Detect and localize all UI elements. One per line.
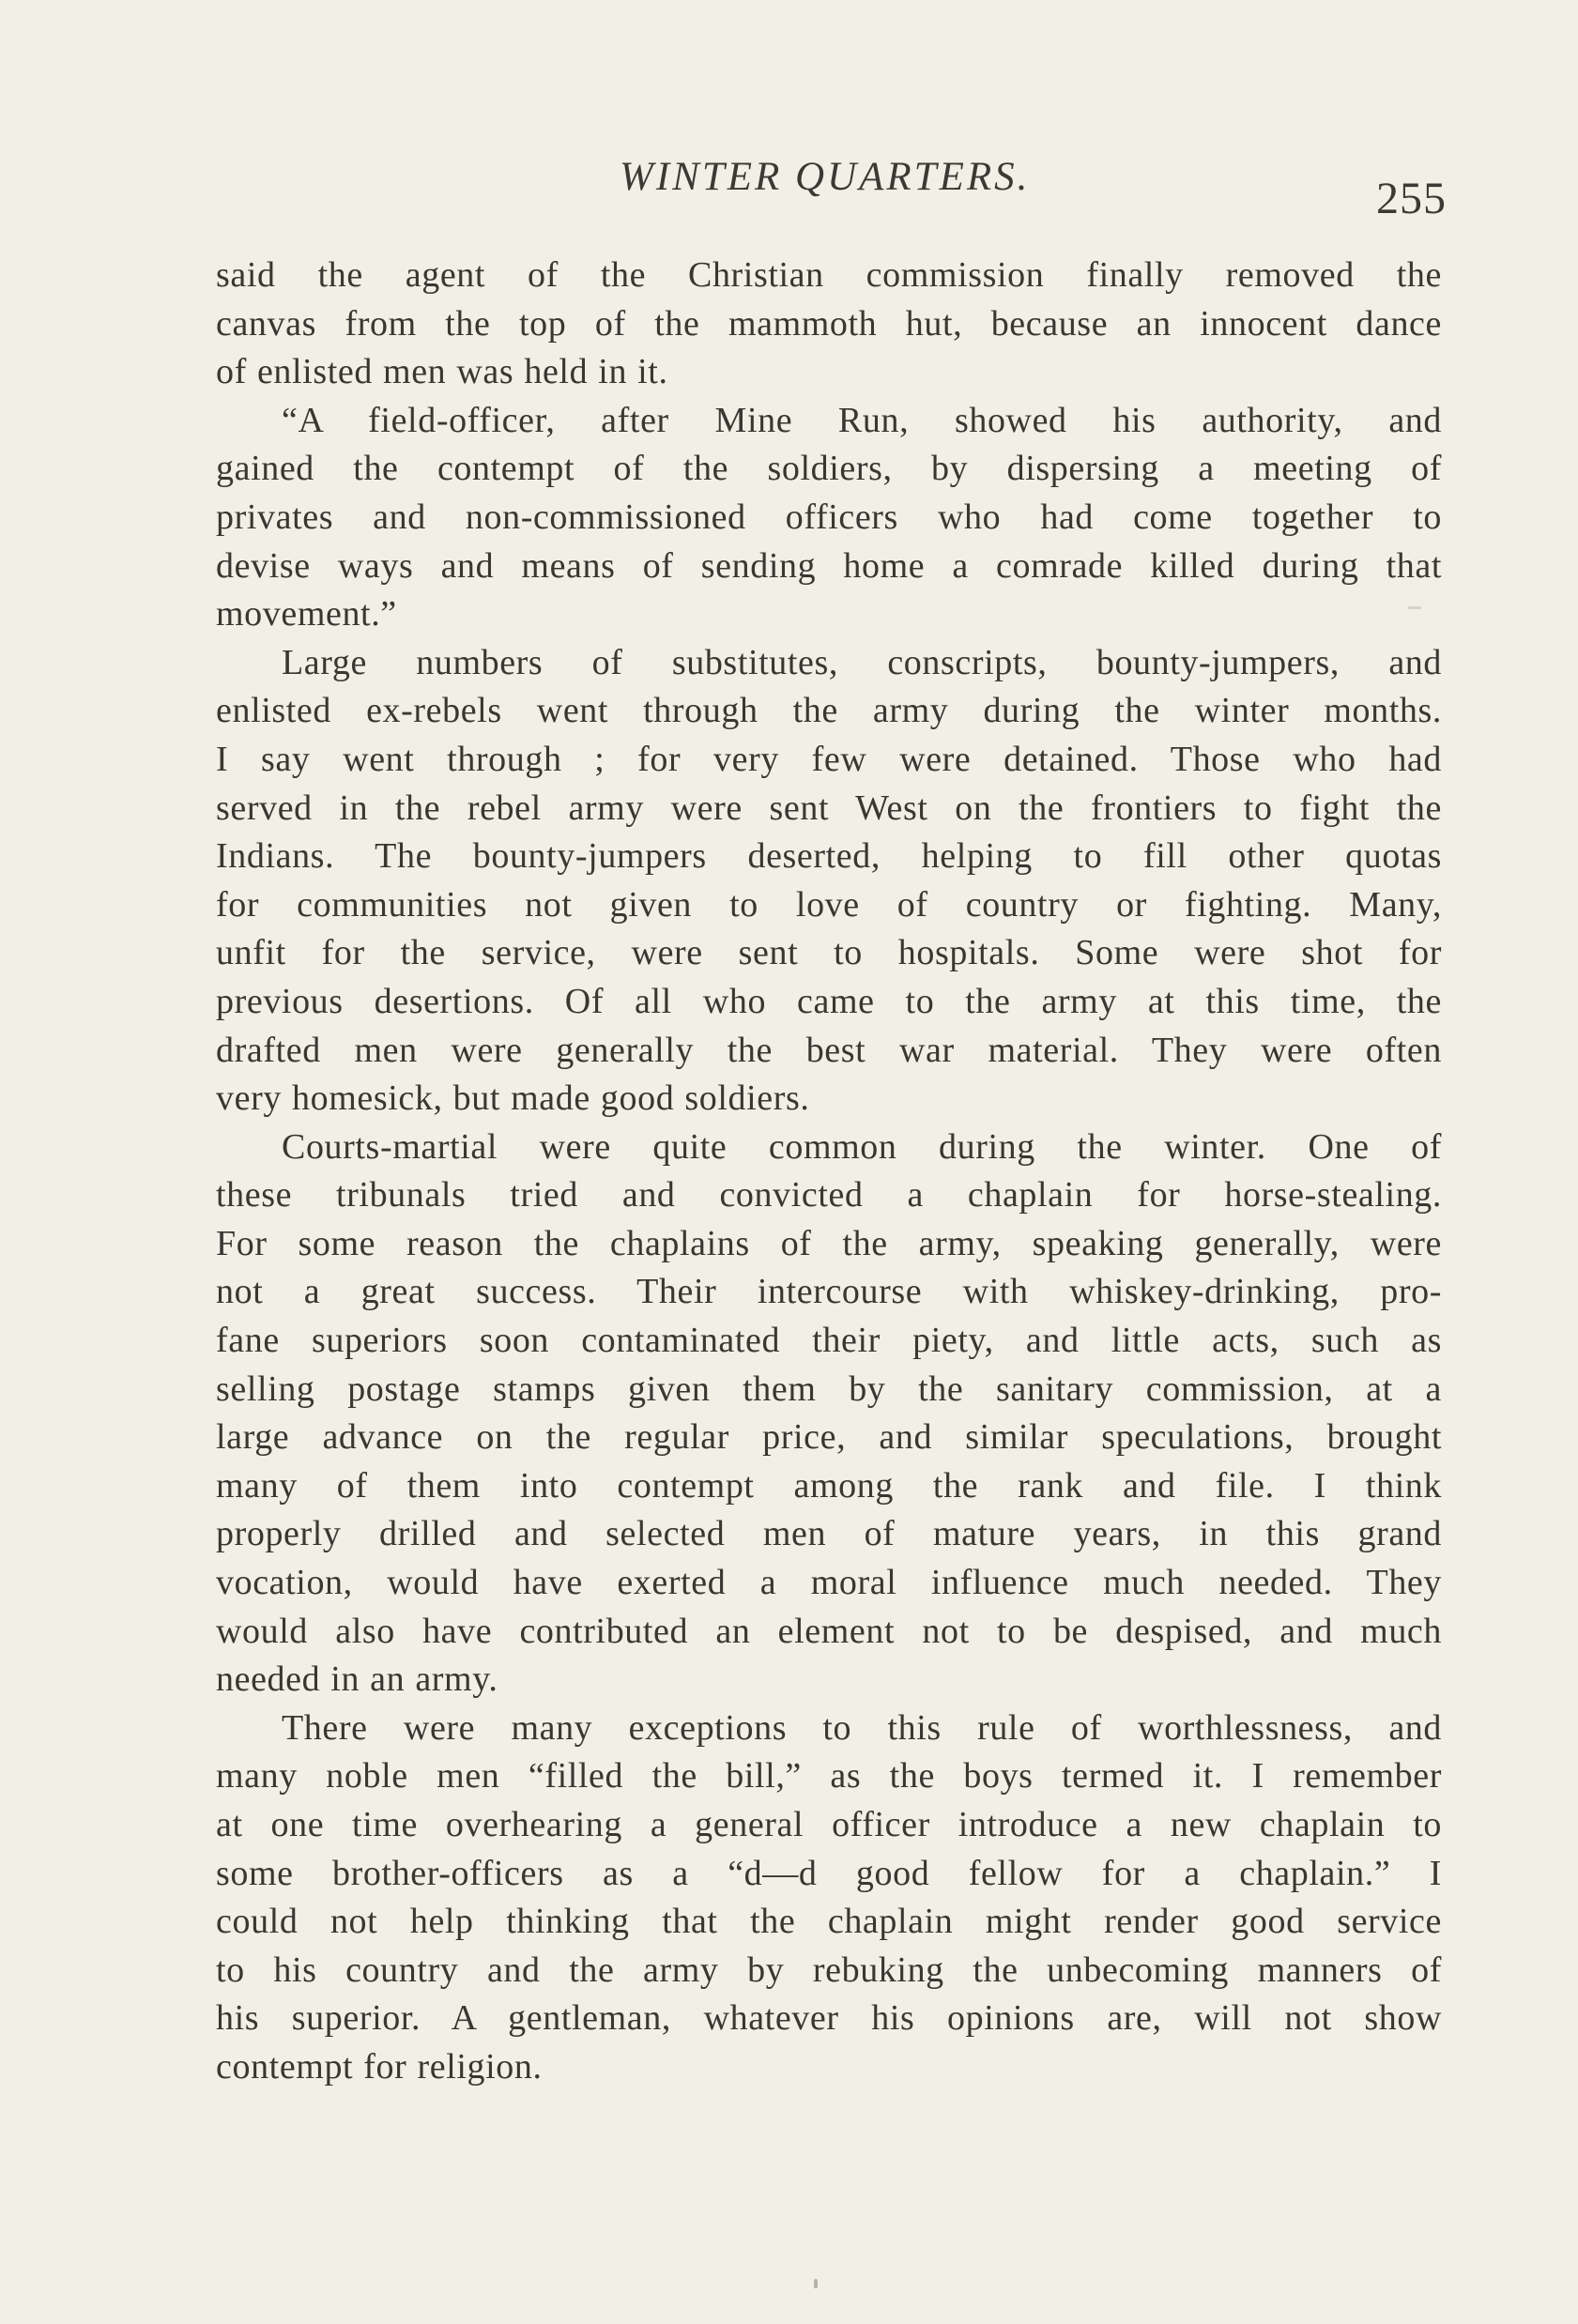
text-line: could not help thinking that the chaplain might render good service xyxy=(216,1902,1442,1942)
text-line: many noble men “filled the bill,” as the boys termed it. I remember xyxy=(216,1756,1442,1797)
text-line: movement.” xyxy=(216,594,397,635)
text-line: gained the contempt of the soldiers, by dispersing a meeting of xyxy=(216,449,1442,489)
text-line: canvas from the top of the mammoth hut, because an innocent dance xyxy=(216,303,1442,344)
text-line: unfit for the service, were sent to hospitals. Some were shot for xyxy=(216,933,1442,973)
text-line: “A field-officer, after Mine Run, showed his authority, and xyxy=(282,400,1442,440)
text-line: served in the rebel army were sent West on the frontiers to fight the xyxy=(216,787,1442,828)
text-line: contempt for religion. xyxy=(216,2046,543,2087)
text-line: these tribunals tried and convicted a chaplain for horse-stealing. xyxy=(216,1175,1442,1216)
ink-mark xyxy=(814,2279,818,2288)
text-line: many of them into contempt among the rank and file. I think xyxy=(216,1465,1442,1506)
paper-speck xyxy=(1408,606,1421,609)
text-line: Indians. The bounty-jumpers deserted, helping to fill other quotas xyxy=(216,836,1442,877)
text-line: at one time overhearing a general officer introduce a new chaplain to xyxy=(216,1805,1442,1844)
text-line: would also have contributed an element not to be despised, and much xyxy=(216,1611,1442,1651)
text-line: Large numbers of substitutes, conscripts, bounty-jumpers, and xyxy=(282,642,1442,682)
running-title: WINTER QUARTERS. xyxy=(620,155,1031,199)
text-line: needed in an army. xyxy=(216,1659,498,1700)
page-number: 255 xyxy=(1376,174,1447,223)
text-line: For some reason the chaplains of the army, speaking generally, were xyxy=(216,1223,1442,1263)
text-line: previous desertions. Of all who came to the army at this time, the xyxy=(216,981,1442,1021)
text-line: selling postage stamps given them by the sanitary commission, at a xyxy=(216,1368,1442,1409)
text-line: There were many exceptions to this rule of worthlessness, and xyxy=(282,1707,1442,1748)
body-text xyxy=(216,252,1442,2092)
text-line: vocation, would have exerted a moral influence much needed. They xyxy=(216,1563,1442,1603)
text-line: of enlisted men was held in it. xyxy=(216,352,668,392)
text-line: large advance on the regular price, and similar speculations, brought xyxy=(216,1417,1442,1458)
text-line: said the agent of the Christian commission finally removed the xyxy=(216,255,1442,295)
text-line: I say went through ; for very few were detained. Those who had xyxy=(216,739,1442,779)
text-line: to his country and the army by rebuking the unbecoming manners of xyxy=(216,1949,1442,1990)
text-line: privates and non-commissioned officers who had come together to xyxy=(216,497,1442,537)
text-line: for communities not given to love of country or fighting. Many, xyxy=(216,884,1442,925)
text-line: not a great success. Their intercourse with whiskey-drinking, pro- xyxy=(216,1272,1442,1312)
running-head xyxy=(0,154,1578,223)
text-line: his superior. A gentleman, whatever his opinions are, will not show xyxy=(216,1998,1442,2039)
text-line: drafted men were generally the best war material. They were often xyxy=(216,1030,1442,1070)
text-line: Courts-martial were quite common during the winter. One of xyxy=(282,1126,1442,1167)
text-line: enlisted ex-rebels went through the army during the winter months. xyxy=(216,691,1442,731)
text-line: very homesick, but made good soldiers. xyxy=(216,1078,810,1119)
text-line: properly drilled and selected men of mature years, in this grand xyxy=(216,1514,1442,1554)
text-line: fane superiors soon contaminated their piety, and little acts, such as xyxy=(216,1321,1442,1361)
text-line: devise ways and means of sending home a comrade killed during that xyxy=(216,545,1442,586)
text-line: some brother-officers as a “d—d good fellow for a chaplain.” I xyxy=(216,1853,1442,1893)
